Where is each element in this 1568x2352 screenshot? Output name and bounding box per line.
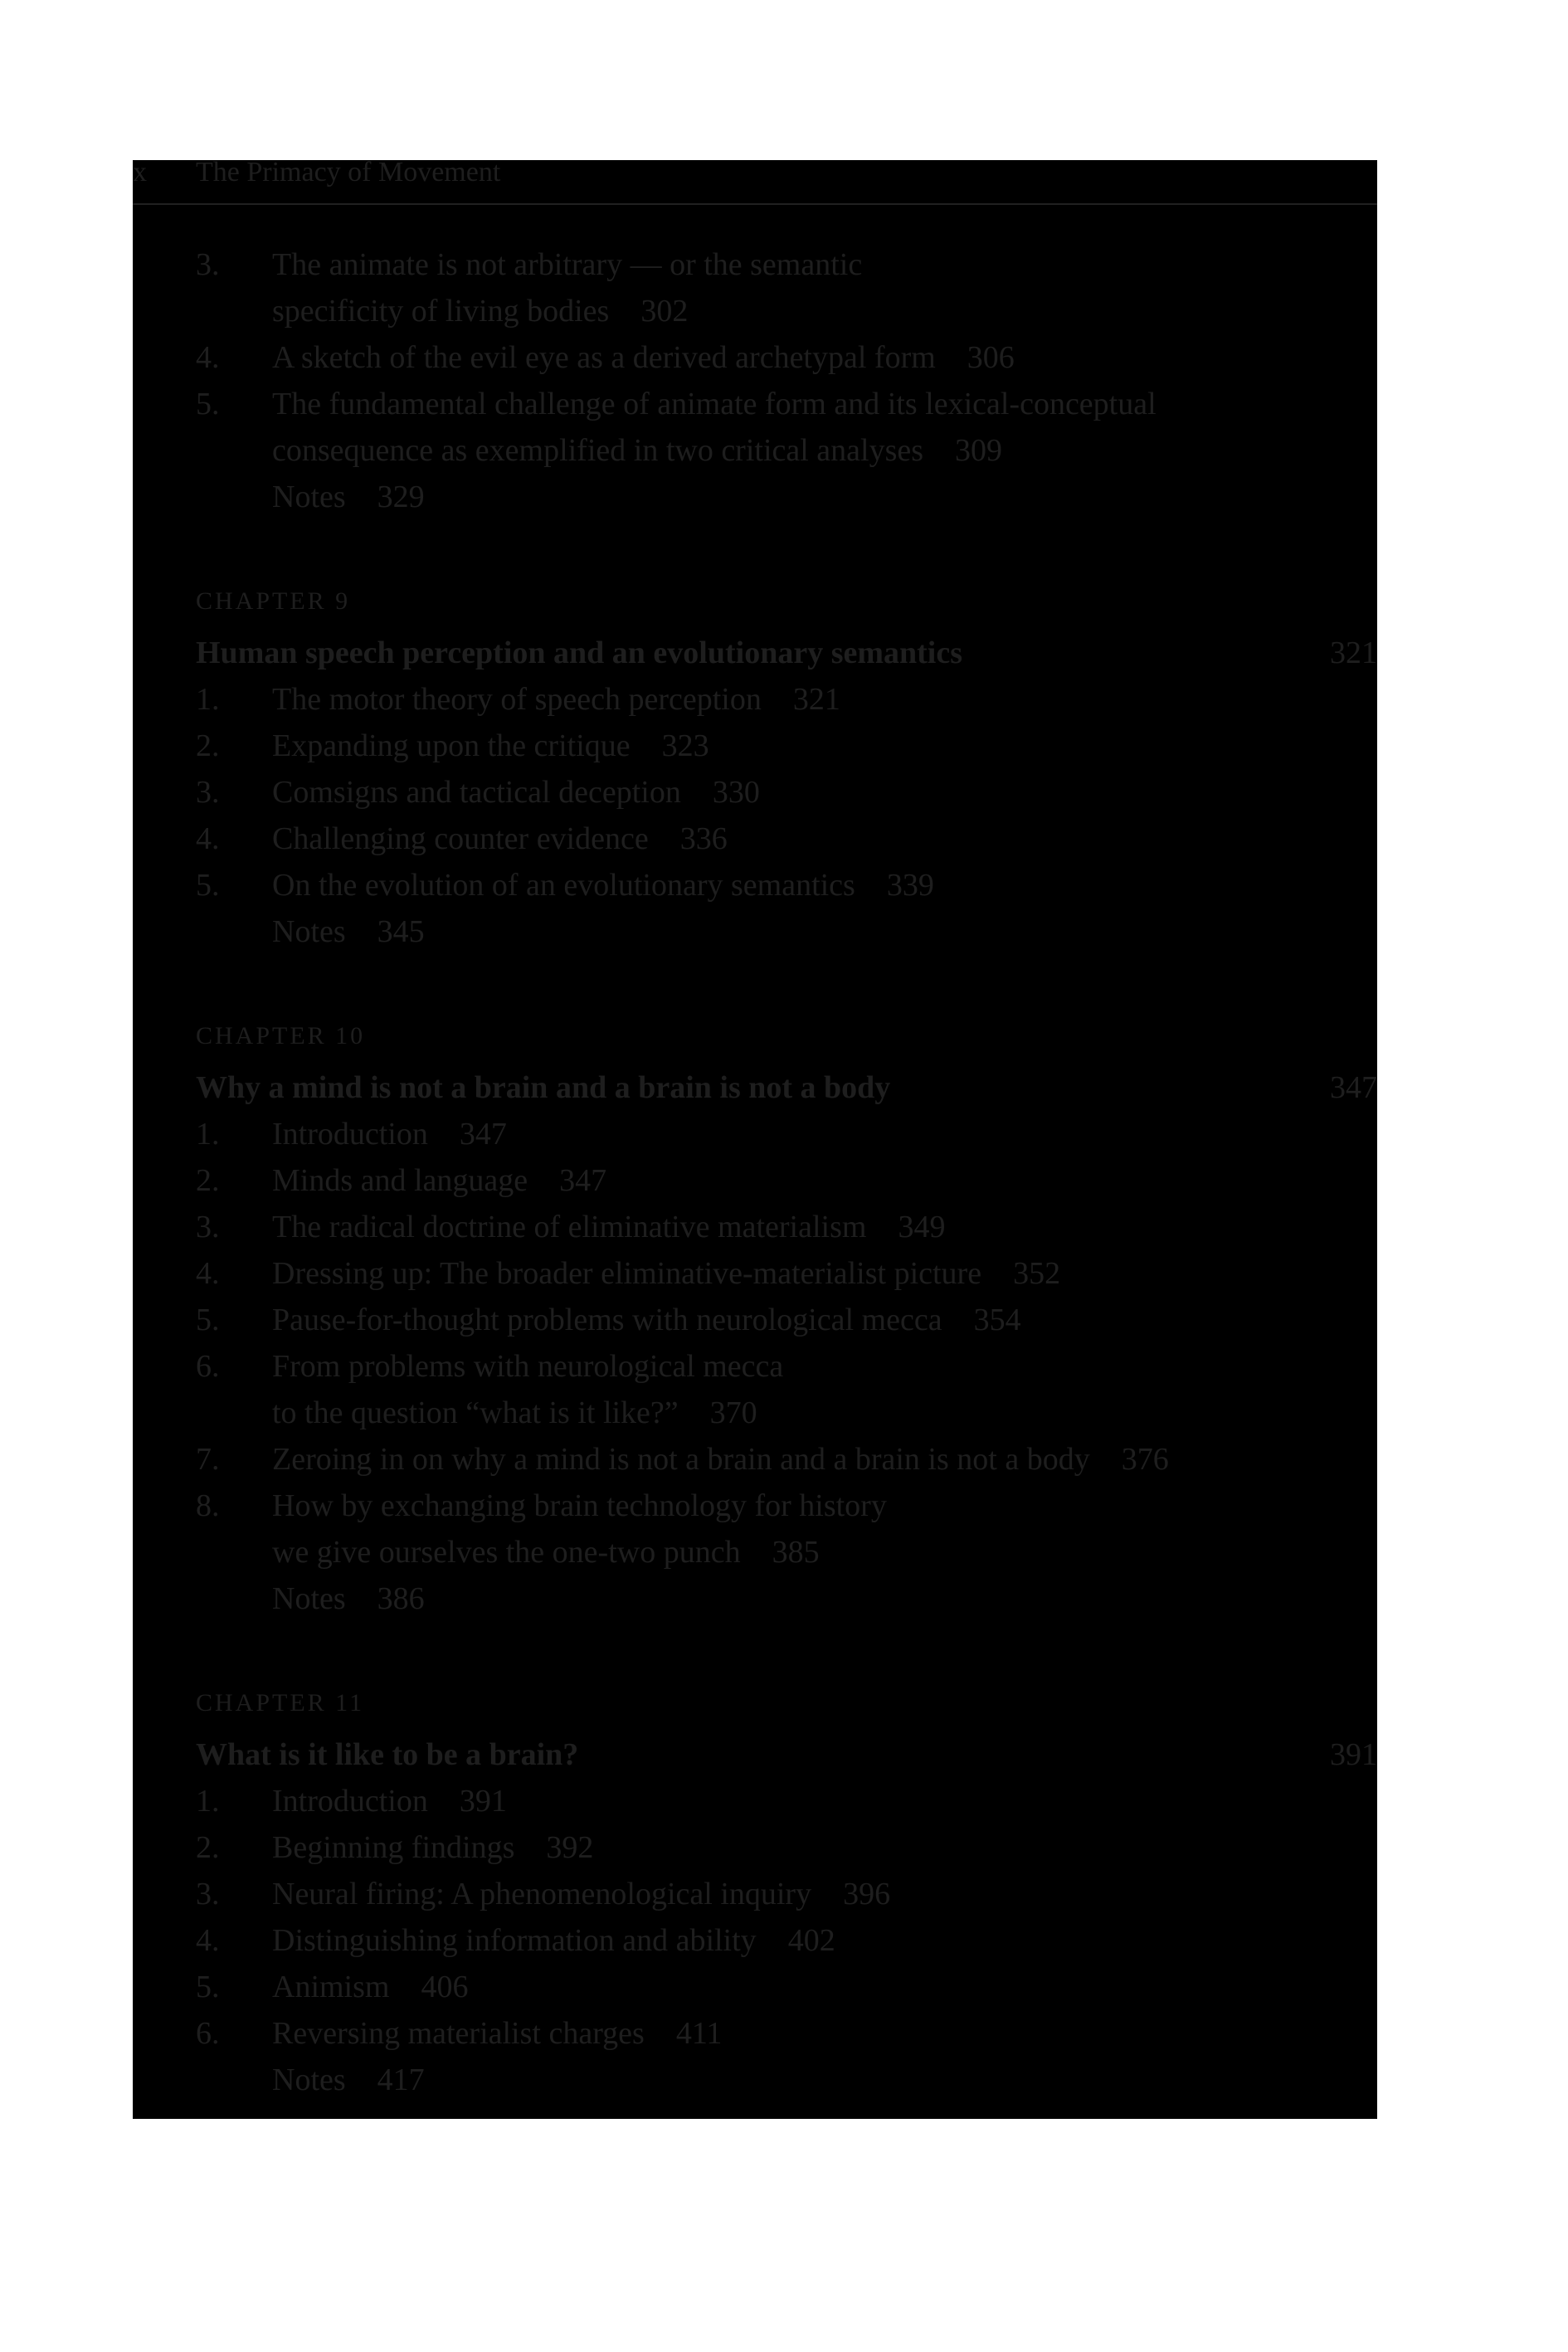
entry-number: 5.	[196, 387, 220, 421]
entry-number: 2.	[196, 1163, 220, 1198]
entry-title	[272, 1157, 606, 1204]
entry-title-line: The fundamental challenge of animate form and its lexical-conceptual	[272, 387, 1157, 421]
entry-title	[272, 1575, 425, 1622]
chapter-title[interactable]	[196, 1064, 1377, 1111]
entry-number: 4.	[196, 1923, 220, 1958]
entry-title-line: Animism	[272, 1970, 390, 2004]
entry-number: 1.	[196, 682, 220, 717]
entry-page-number: 339	[886, 868, 934, 903]
entry-page-number: 411	[675, 2016, 723, 2051]
entry-page-number: 329	[377, 480, 425, 514]
entry-number: 7.	[196, 1442, 220, 1477]
entry-title-line: A sketch of the evil eye as a derived archetypal form	[272, 340, 936, 375]
entry-title-line: to the question “what is it like?”	[272, 1395, 679, 1430]
entry-title	[272, 723, 709, 769]
entry-title-line: Notes	[272, 480, 346, 514]
entry-title	[272, 862, 934, 908]
entry-title	[272, 1297, 1021, 1343]
entry-title-line: Notes	[272, 2062, 346, 2097]
entry-page-number: 406	[421, 1970, 469, 2004]
entry-number: 6.	[196, 1349, 220, 1384]
entry-title	[272, 1204, 945, 1250]
entry-title	[272, 241, 862, 334]
entry-title	[272, 1917, 835, 1964]
entry-title	[272, 908, 425, 955]
entry-page-number: 330	[712, 775, 760, 810]
entry-title-line: Introduction	[272, 1117, 428, 1152]
chapter-title[interactable]	[196, 1731, 1377, 1778]
entry-page-number: 385	[772, 1535, 820, 1570]
entry-title	[272, 1111, 507, 1157]
entry-number: 3.	[196, 247, 220, 282]
entry-title	[272, 2010, 722, 2057]
entry-page-number: 354	[973, 1303, 1021, 1337]
chapter-page-number: 347	[1330, 1070, 1377, 1105]
entry-page-number: 352	[1013, 1256, 1061, 1291]
entry-title-line: Minds and language	[272, 1163, 528, 1198]
entry-title-line: On the evolution of an evolutionary semantics	[272, 868, 855, 903]
entry-number: 5.	[196, 1970, 220, 2004]
entry-page-number: 323	[661, 728, 709, 763]
entry-title	[272, 816, 728, 862]
entry-page-number: 391	[459, 1784, 507, 1819]
entry-title-line: Notes	[272, 1581, 346, 1616]
entry-title	[272, 1483, 887, 1575]
entry-title	[272, 474, 425, 520]
entry-page-number: 347	[459, 1117, 507, 1152]
chapter-page-number: 391	[1330, 1737, 1377, 1772]
entry-number: 1.	[196, 1784, 220, 1819]
chapter-title-text: Why a mind is not a brain and a brain is not a body	[196, 1070, 891, 1105]
chapter-title-text: What is it like to be a brain?	[196, 1737, 579, 1772]
entry-title-line: Challenging counter evidence	[272, 821, 649, 856]
entry-page-number: 376	[1121, 1442, 1169, 1477]
entry-title	[272, 676, 840, 723]
entry-title	[272, 1871, 890, 1917]
entry-title	[272, 1964, 468, 2010]
entry-title	[272, 2057, 425, 2103]
entry-title	[272, 1343, 783, 1436]
entry-number: 6.	[196, 2016, 220, 2051]
page-content	[133, 157, 1377, 2119]
entry-number: 3.	[196, 1210, 220, 1244]
entry-title-line: From problems with neurological mecca	[272, 1349, 784, 1384]
entry-title-line: Distinguishing information and ability	[272, 1923, 757, 1958]
entry-title-line: Notes	[272, 914, 346, 949]
entry-title-line: The motor theory of speech perception	[272, 682, 762, 717]
entry-title	[272, 1436, 1169, 1483]
entry-title-line: Comsigns and tactical deception	[272, 775, 681, 810]
entry-number: 3.	[196, 775, 220, 810]
entry-title-line: Introduction	[272, 1784, 428, 1819]
entry-number: 4.	[196, 340, 220, 375]
entry-page-number: 306	[967, 340, 1015, 375]
entry-number: 4.	[196, 1256, 220, 1291]
entry-number: 5.	[196, 868, 220, 903]
entry-page-number: 402	[787, 1923, 835, 1958]
entry-title	[272, 334, 1015, 381]
entry-title	[272, 381, 1157, 474]
entry-number: 5.	[196, 1303, 220, 1337]
entry-page-number: 392	[546, 1830, 594, 1865]
entry-page-number: 417	[377, 2062, 425, 2097]
entry-page-number: 370	[709, 1395, 757, 1430]
entry-title	[272, 769, 760, 816]
entry-page-number: 347	[559, 1163, 607, 1198]
entry-title-line: Zeroing in on why a mind is not a brain and a brain is not a body	[272, 1442, 1090, 1477]
entry-number: 1.	[196, 1117, 220, 1152]
entry-page-number: 309	[955, 433, 1003, 468]
entry-title-line: The animate is not arbitrary — or the semantic	[272, 247, 863, 282]
entry-title-line: Dressing up: The broader eliminative-materialist picture	[272, 1256, 982, 1291]
entry-page-number: 386	[377, 1581, 425, 1616]
entry-title-line: The radical doctrine of eliminative materialism	[272, 1210, 867, 1244]
entry-title-line: we give ourselves the one-two punch	[272, 1535, 741, 1570]
entry-title-line: Neural firing: A phenomenological inquiry	[272, 1877, 812, 1911]
chapter-label: CHAPTER 11	[196, 1689, 365, 1717]
entry-page-number: 349	[898, 1210, 946, 1244]
entry-title-line: Beginning findings	[272, 1830, 515, 1865]
entry-title-line: specificity of living bodies	[272, 294, 610, 329]
entry-page-number: 345	[377, 914, 425, 949]
entry-page-number: 302	[640, 294, 689, 329]
entry-page-number: 321	[792, 682, 840, 717]
entry-number: 8.	[196, 1488, 220, 1523]
entry-number: 4.	[196, 821, 220, 856]
chapter-label: CHAPTER 10	[196, 1022, 366, 1049]
chapter-label: CHAPTER 9	[196, 587, 351, 615]
entry-number: 2.	[196, 1830, 220, 1865]
entry-title	[272, 1250, 1060, 1297]
entry-number: 2.	[196, 728, 220, 763]
entry-title-line: Reversing materialist charges	[272, 2016, 645, 2051]
entry-page-number: 336	[679, 821, 728, 856]
entry-title	[272, 1778, 507, 1824]
entry-title-line: Pause-for-thought problems with neurological mecca	[272, 1303, 942, 1337]
page-number: x	[133, 157, 147, 187]
chapter-title-text: Human speech perception and an evolutionary semantics	[196, 635, 963, 670]
book-title: The Primacy of Movement	[196, 157, 501, 187]
entry-title-line: How by exchanging brain technology for history	[272, 1488, 887, 1523]
entry-title	[272, 1824, 593, 1871]
chapter-page-number: 321	[1330, 635, 1377, 670]
entry-number: 3.	[196, 1877, 220, 1911]
entry-title-line: consequence as exemplified in two critical analyses	[272, 433, 924, 468]
running-head	[133, 157, 1377, 205]
chapter-title[interactable]	[196, 630, 1377, 676]
entry-title-line: Expanding upon the critique	[272, 728, 631, 763]
entry-page-number: 396	[843, 1877, 891, 1911]
